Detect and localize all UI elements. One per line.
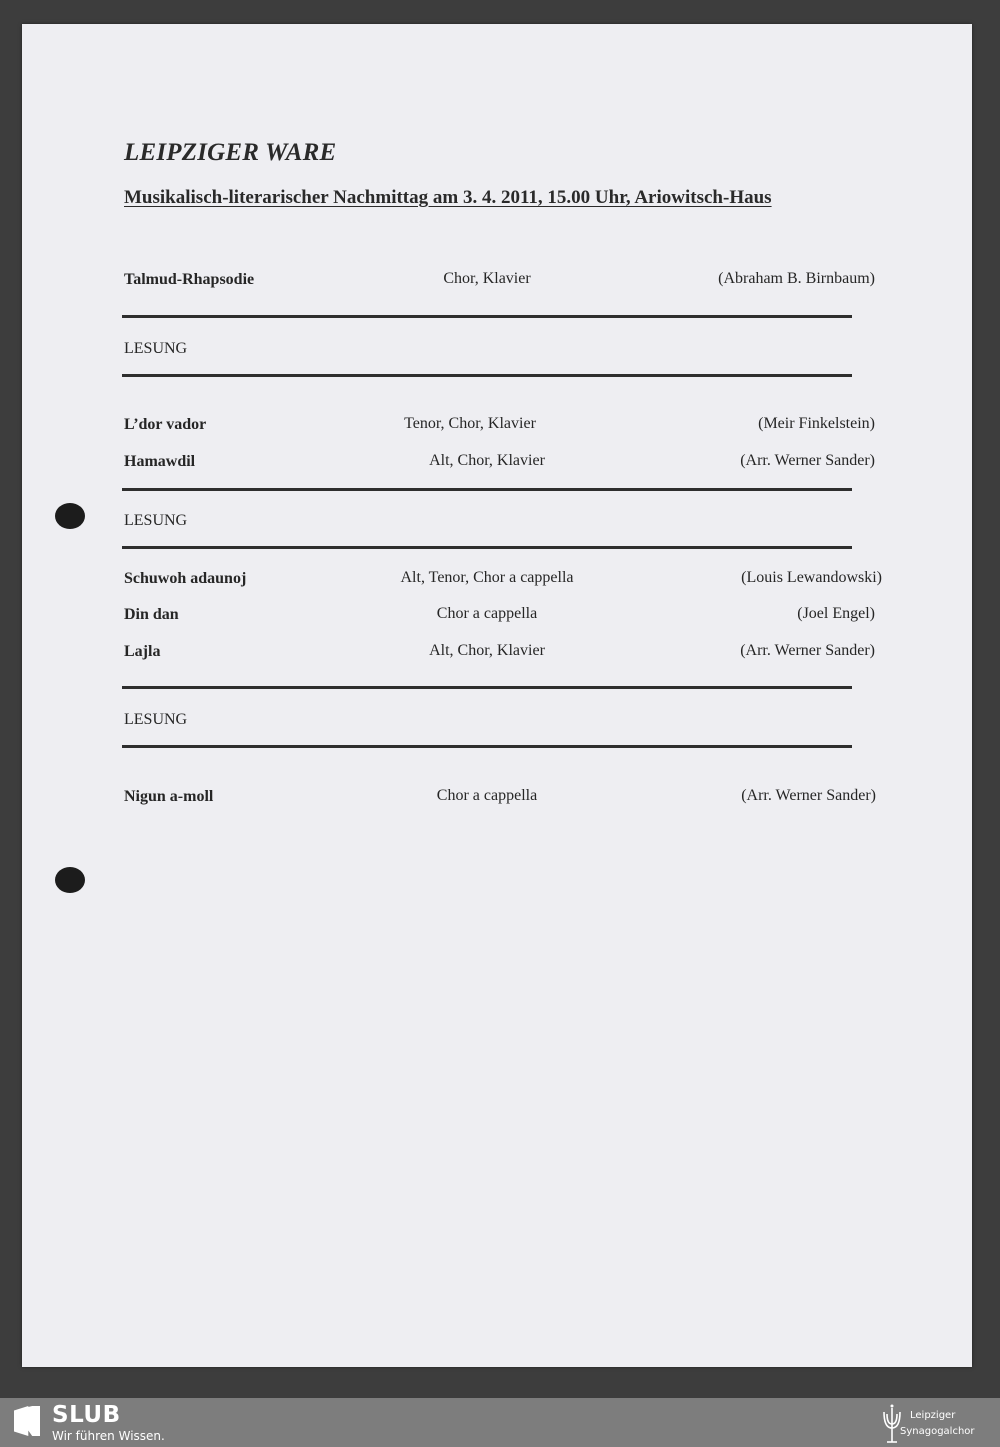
separator-rule (122, 488, 852, 491)
composer: (Louis Lewandowski) (741, 569, 882, 586)
punch-hole (55, 867, 85, 893)
page-subtitle: Musikalisch-literarischer Nachmittag am 3. 4. 2011, 15.00 Uhr, Ariowitsch-Haus (124, 187, 772, 208)
piece-title: Talmud-Rhapsodie (124, 271, 255, 288)
reading-label: LESUNG (124, 711, 188, 728)
program-row (22, 787, 972, 811)
instrumentation: Alt, Tenor, Chor a cappella (400, 569, 574, 586)
separator-rule (122, 315, 852, 318)
slub-logo-icon (14, 1406, 40, 1436)
piece-title: Schuwoh adaunoj (124, 570, 247, 587)
instrumentation: Chor a cappella (436, 605, 538, 622)
partner-name-line1: Leipziger (910, 1410, 956, 1421)
composer: (Arr. Werner Sander) (740, 642, 875, 659)
instrumentation: Tenor, Chor, Klavier (404, 415, 536, 432)
menorah-icon (880, 1402, 904, 1444)
document-page (22, 24, 972, 1367)
page-title: LEIPZIGER WARE (124, 139, 337, 166)
separator-rule (122, 745, 852, 748)
program-row (22, 415, 972, 439)
punch-hole (55, 503, 85, 529)
piece-title: Nigun a-moll (124, 788, 214, 805)
partner-name-line2: Synagogalchor (900, 1426, 975, 1437)
piece-title: Lajla (124, 643, 161, 660)
program-row (22, 642, 972, 666)
piece-title: L’dor vador (124, 416, 207, 433)
instrumentation: Chor a cappella (436, 787, 538, 804)
separator-rule (122, 374, 852, 377)
reading-label: LESUNG (124, 340, 188, 357)
separator-rule (122, 546, 852, 549)
program-row (22, 605, 972, 629)
footer-bar (0, 1398, 1000, 1447)
program-row (22, 452, 972, 476)
instrumentation: Alt, Chor, Klavier (429, 452, 545, 469)
separator-rule (122, 686, 852, 689)
instrumentation: Alt, Chor, Klavier (429, 642, 545, 659)
composer: (Arr. Werner Sander) (740, 452, 875, 469)
partner-logo (880, 1402, 990, 1444)
composer: (Arr. Werner Sander) (741, 787, 876, 804)
program-row (22, 569, 972, 593)
composer: (Meir Finkelstein) (758, 415, 875, 432)
reading-label: LESUNG (124, 512, 188, 529)
composer: (Abraham B. Birnbaum) (718, 270, 875, 287)
library-tagline: Wir führen Wissen. (52, 1429, 165, 1443)
composer: (Joel Engel) (797, 605, 875, 622)
program-row (22, 270, 972, 294)
library-name: SLUB (52, 1402, 121, 1428)
piece-title: Din dan (124, 606, 179, 623)
piece-title: Hamawdil (124, 453, 196, 470)
instrumentation: Chor, Klavier (443, 270, 531, 287)
